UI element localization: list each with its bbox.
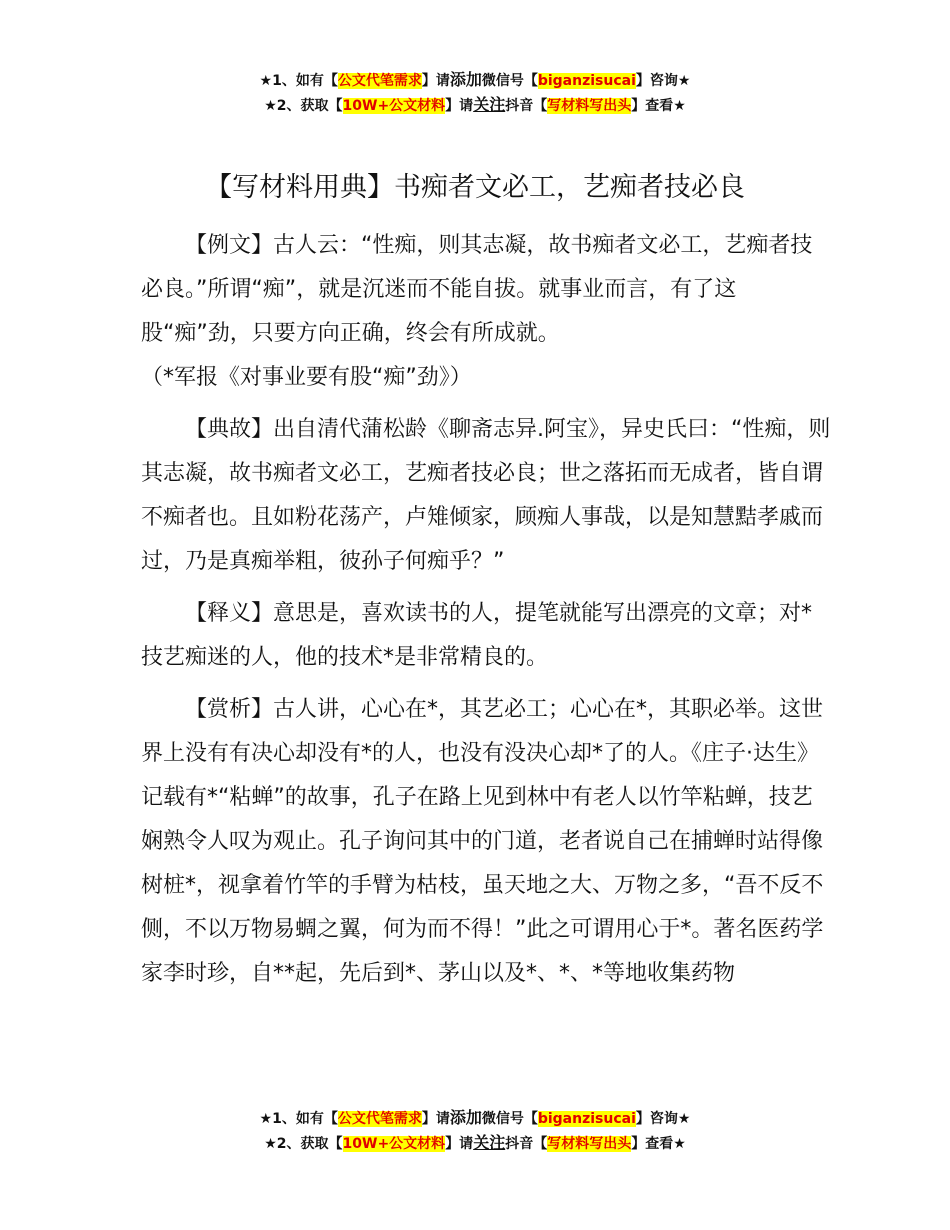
banner-line-2 [0,1131,950,1156]
banner-text: 微信号【 [481,1111,538,1127]
banner-emphasis: 关注 [473,1133,506,1152]
example-paragraph [141,224,831,400]
footer-banner [0,1106,950,1156]
meaning-paragraph: 【释义】意思是，喜欢读书的人，提笔就能写出漂亮的文章；对*技艺痴迷的人，他的技术*是非常精良的。 [141,601,813,670]
analysis-paragraph: 【赏析】古人讲，心心在*，其艺必工；心心在*，其职必举。这世界上没有有决心却没有*的人，也没有没决心却*了的人。《庄子·达生》记载有*“粘蝉”的故事，孔子在路上见到林中有老人以竹竿粘蝉，技艺娴熟令人叹为观止。孔子询问其中的门道，老者说自己在捕蝉时站得像树桩*，视拿着竹竿的手臂为枯枝，虽天地之大、万物之多，“吾不反不侧，不以万物易蜩之翼，何为而不得！”此之可谓用心于*。著名医药学家李时珍，自**起，先后到*、茅山以及*、*、*等地收集药物 [141,697,824,986]
banner-text: 】咨询★ [635,1111,691,1127]
banner-highlight: 公文代笔需求 [337,1111,422,1127]
banner-text: 】查看★ [631,1136,686,1152]
banner-text: 】查看★ [631,98,686,114]
banner-line-2 [0,93,950,118]
banner-highlight-wechat-id: biganzisucai [537,1111,636,1127]
banner-highlight: 公文代笔需求 [337,73,422,89]
banner-text: 】请 [445,1136,474,1152]
banner-highlight-douyin-id: 写材料写出头 [547,1136,632,1152]
banner-text: 】请 [445,98,474,114]
header-banner [0,68,950,118]
banner-text: ★1、如有【 [259,73,338,89]
banner-emphasis: 添加 [449,1108,482,1127]
example-text: 【例文】古人云：“性痴，则其志凝，故书痴者文必工，艺痴者技必良。”所谓“痴”，就是沉迷而不能自拔。就事业而言，有了这股“痴”劲，只要方向正确，终会有所成就。 [141,233,813,346]
banner-text: ★2、获取【 [264,1136,343,1152]
banner-highlight: 10W+公文材料 [342,98,446,114]
banner-line-1 [0,68,950,93]
banner-highlight-wechat-id: biganzisucai [537,73,636,89]
banner-text: 】请 [421,73,450,89]
banner-text: 微信号【 [481,73,538,89]
banner-text: 】请 [421,1111,450,1127]
banner-emphasis: 关注 [473,95,506,114]
banner-highlight: 10W+公文材料 [342,1136,446,1152]
allusion-paragraph: 【典故】出自清代蒲松龄《聊斋志异.阿宝》，异史氏曰：“性痴，则其志凝，故书痴者文必工，艺痴者技必良；世之落拓而无成者，皆自谓不痴者也。且如粉花荡产，卢雉倾家，顾痴人事哉，以是知慧黠孝戚而过，乃是真痴举粗，彼孙子何痴乎？” [141,417,831,574]
example-source: （*军报《对事业要有股“痴”劲》） [141,365,472,390]
banner-text: 抖音【 [505,1136,548,1152]
banner-text: ★2、获取【 [264,98,343,114]
banner-emphasis: 添加 [449,70,482,89]
banner-line-1 [0,1106,950,1131]
banner-text: ★1、如有【 [259,1111,338,1127]
banner-text: 】咨询★ [635,73,691,89]
banner-highlight-douyin-id: 写材料写出头 [547,98,632,114]
document-title: 【写材料用典】书痴者文必工，艺痴者技必良 [205,172,745,203]
banner-text: 抖音【 [505,98,548,114]
document-body [141,224,831,1004]
